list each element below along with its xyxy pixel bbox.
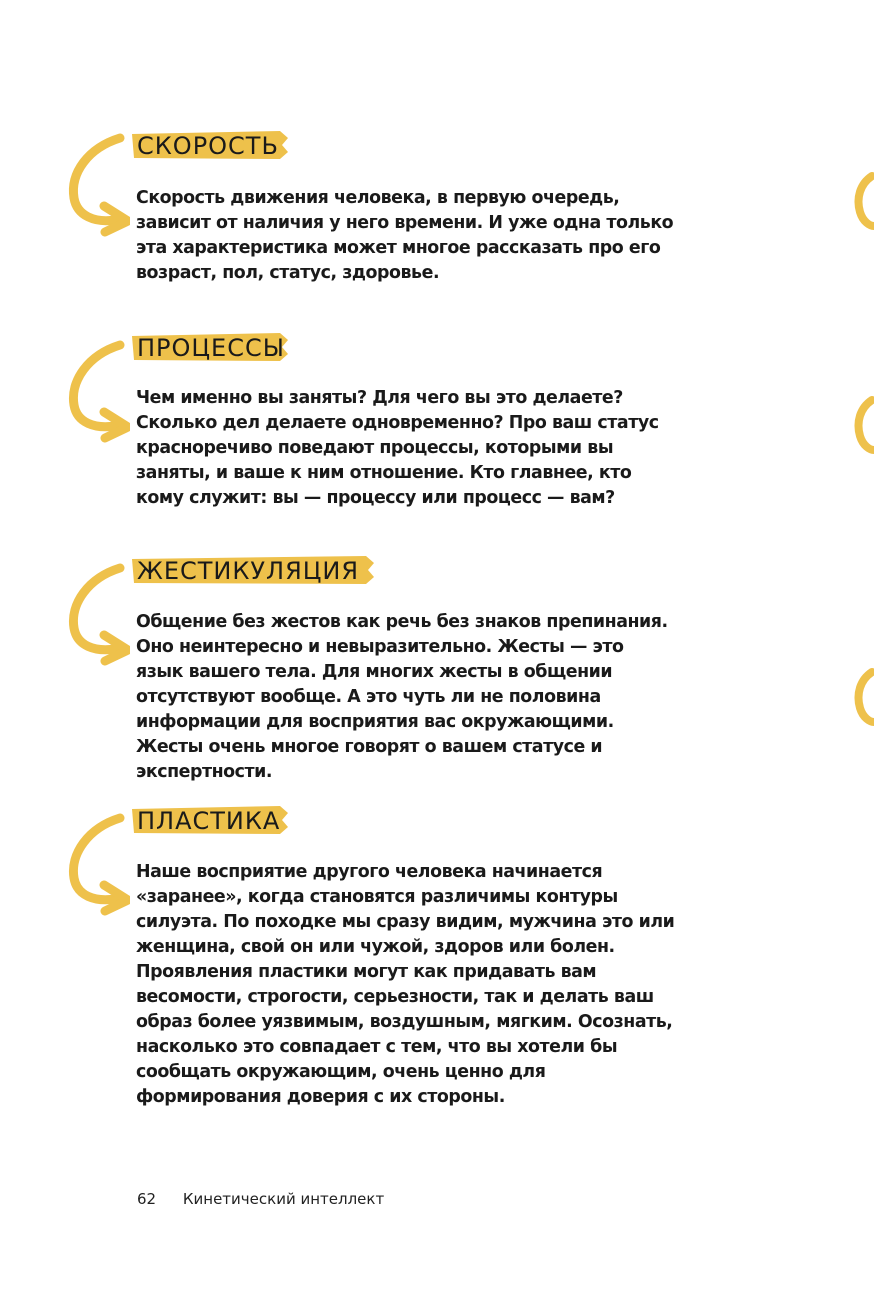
curved-arrow-icon [60, 806, 130, 916]
section-heading-text: СКОРОСТЬ [137, 132, 279, 160]
section-body: Общение без жестов как речь без знаков препинания. Оно неинтересно и невыразительно. Жесты — это язык вашего тела. Для многих жесты в общении отсутствуют вообще. А это чуть ли не половина информации для восприятия вас окружающими. Жесты очень многое говорят о вашем статусе и экспертности. [136, 612, 668, 782]
partial-arrow-icon [852, 668, 874, 728]
curved-arrow-icon [60, 556, 130, 666]
section-heading-text: ПЛАСТИКА [137, 807, 281, 835]
section-heading [134, 128, 279, 164]
section-body: Скорость движения человека, в первую очередь, зависит от наличия у него времени. И уже одна только эта характеристика может многое рассказать про его возраст, пол, статус, здоровье. [136, 188, 674, 283]
page-number: 62 [137, 1190, 157, 1208]
section-body: Чем именно вы заняты? Для чего вы это делаете? Сколько дел делаете одновременно? Про ваш статус красноречиво поведают процессы, которыми вы заняты, и ваше к ним отношение. Кто главнее, кто кому служит: вы — процессу или процесс — вам? [136, 388, 659, 508]
curved-arrow-icon [60, 128, 130, 238]
book-title: Кинетический интеллект [182, 1190, 385, 1208]
section-heading-text: ЖЕСТИКУЛЯЦИЯ [137, 557, 360, 585]
partial-arrow-icon [852, 172, 874, 232]
curved-arrow-icon [60, 333, 130, 443]
partial-arrow-icon [852, 396, 874, 456]
section-heading-text: ПРОЦЕССЫ [137, 334, 285, 362]
page-footer [137, 1190, 384, 1208]
section-heading [134, 553, 359, 589]
section-heading [134, 803, 280, 839]
section-heading [134, 330, 285, 366]
section-body: Наше восприятие другого человека начинается «заранее», когда становятся различимы контуры силуэта. По походке мы сразу видим, мужчина это или женщина, свой он или чужой, здоров или болен. Проявления пластики могут как придавать вам весомости, строгости, серьезности, так и делать ваш образ более уязвимым, воздушным, мягким. Осознать, насколько это совпадает с тем, что вы хотели бы сообщать окружающим, очень ценно для формирования доверия с их стороны. [136, 862, 675, 1107]
